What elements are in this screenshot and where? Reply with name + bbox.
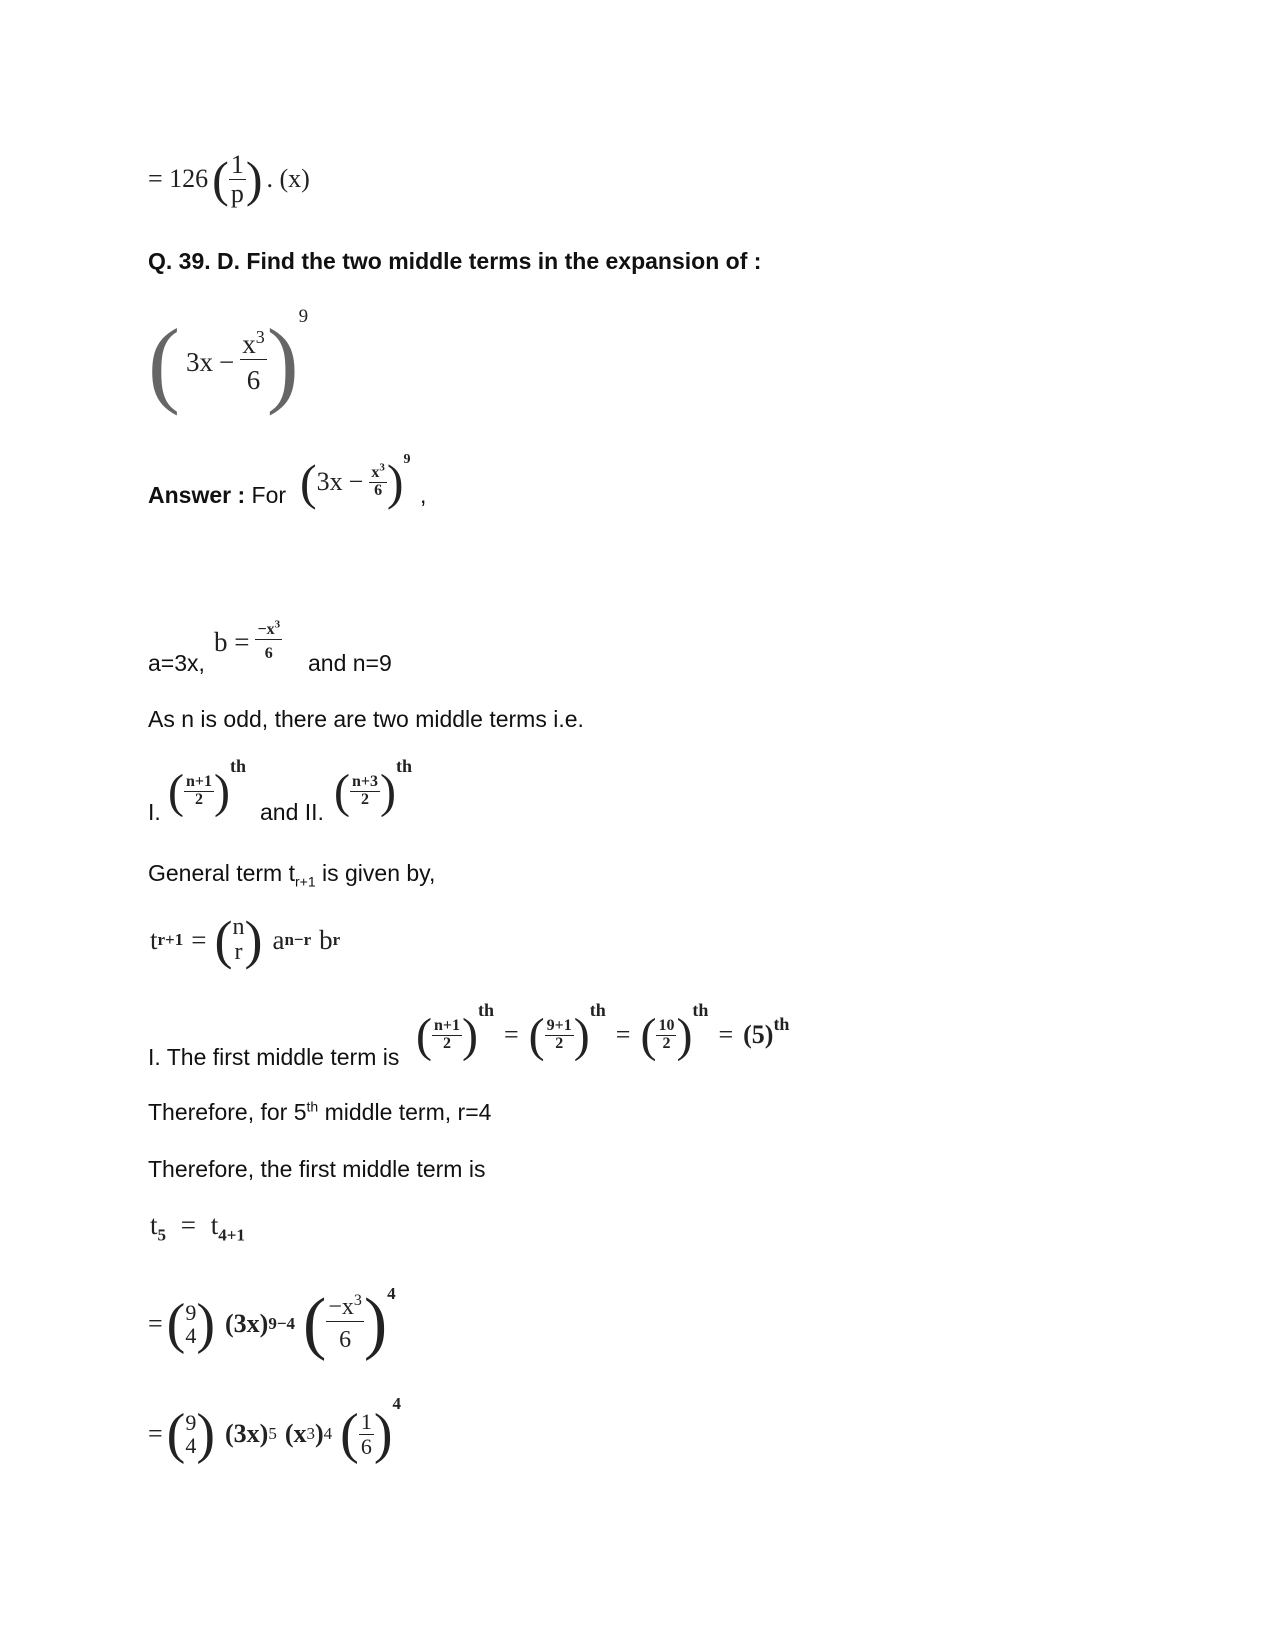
middle-term-ii: ( $\frac{n+3}{2}$ ) th [334,756,412,818]
first-middle-term-line: Therefore, the first middle term is [148,1156,486,1182]
question-heading: Q. 39. D. Find the two middle terms in the expansion of : [148,248,762,274]
b-value: b = $\frac{-x^3}{6}$ [214,618,281,662]
answer-text: For [251,482,287,508]
answer-expression: ( 3x − $\frac{x^3}{6}$ ) 9 [300,452,411,510]
fraction-1-over-p: $\frac{1}{p}$ [230,150,244,208]
binomial-9-4: 9 4 [185,1299,197,1348]
open-paren: ( [212,151,229,207]
general-term-formula: t r+1 = ( n r ) a n−r b r [150,910,341,970]
expansion-expression: ( 3x − $\frac{x^3}{6}$ ) 9 [148,306,309,416]
step1-equation: = ( 9 4 ) (3x) 9−4 ( $\frac{-x^3}{6}$ ) 4 [148,1284,396,1362]
t5-equation: $t_5 = t_{4+1}$ [150,1210,245,1245]
odd-statement: As n is odd, there are two middle terms i.e. [148,706,584,732]
first-middle-expression: ( $\frac{n+1}{2}$ ) th = ( $\frac{9+1}{2}$ ) th = ( $\frac{10}{2}$ ) th = (5) th [416,1000,790,1062]
eq-126-prefix: = 126 [148,164,209,193]
binomial-n-r: n r [232,913,245,965]
step2-equation: = ( 9 4 ) (3x) 5 (x 3 ) 4 ( $\frac{1}{6}$ ) 4 [148,1394,401,1465]
fifth-term-line: Therefore, for 5th middle term, r=4 [148,1098,492,1125]
first-middle-text: I. The first middle term is [148,1044,400,1070]
x3-over-6: $\frac{x^3}{6}$ [242,327,265,395]
answer-line [148,480,286,510]
middle-i-label: I. [148,799,161,825]
close-paren: ) [245,151,263,207]
middle-and-label: and II. [260,799,324,825]
n-value: and n=9 [308,650,392,676]
general-term-line: General term $t_{r+1}$ is given by, [148,860,436,890]
middle-term-i: ( $\frac{n+1}{2}$ ) th [168,756,246,818]
a-value: a=3x, [148,650,205,676]
answer-label: Answer : [148,482,246,508]
eq-126 [148,148,310,210]
eq-126-tail: . (x) [266,164,310,193]
answer-comma: , [420,482,427,508]
